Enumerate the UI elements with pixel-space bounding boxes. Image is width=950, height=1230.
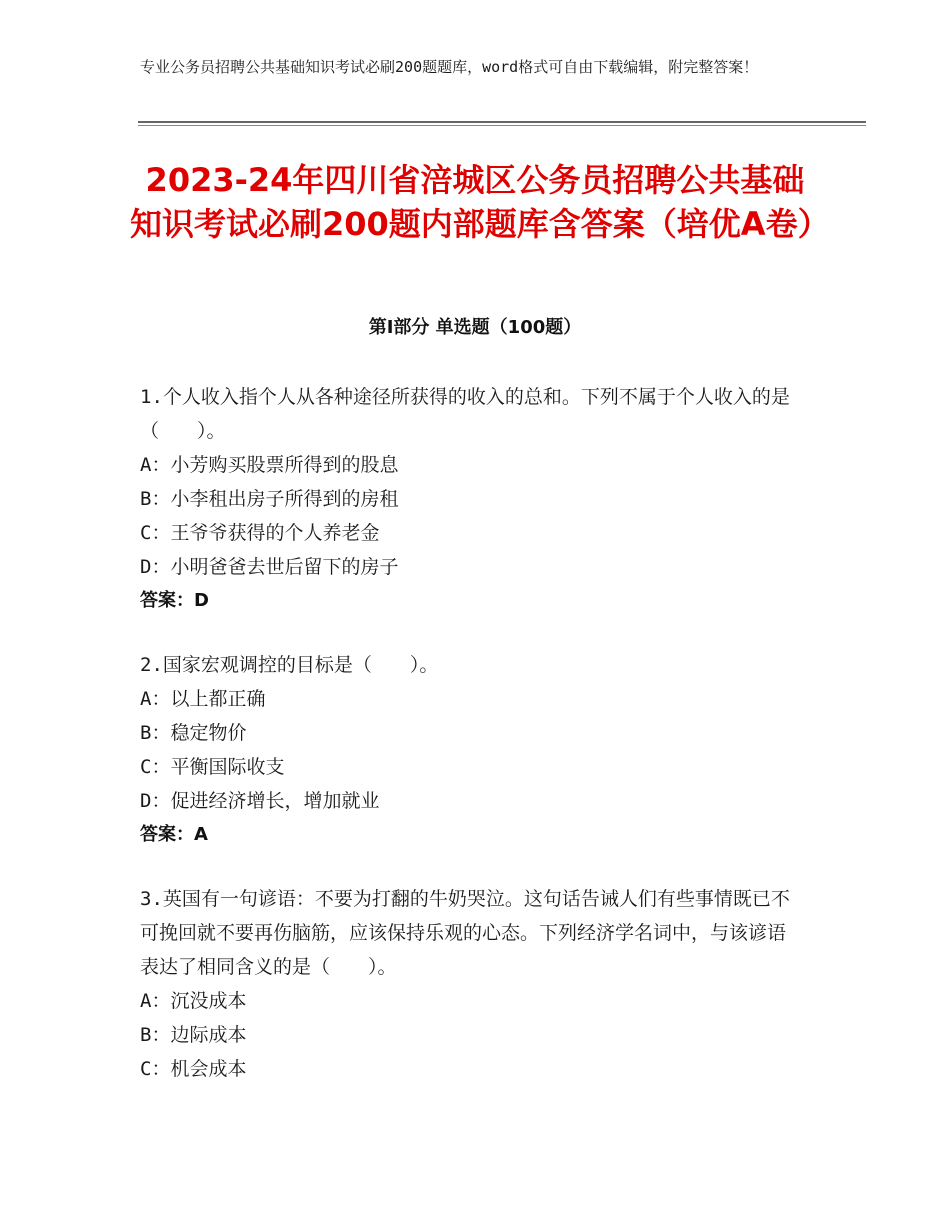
header-divider-thin: [138, 125, 866, 126]
option-a: A：以上都正确: [140, 688, 266, 710]
answer: 答案：D: [140, 590, 209, 611]
question-stem: 1.个人收入指个人从各种途径所获得的收入的总和。下列不属于个人收入的是（ ）。: [140, 386, 790, 442]
option-c: C：平衡国际收支: [140, 756, 285, 778]
document-title: 2023-24年四川省涪城区公务员招聘公共基础知识考试必刷200题内部题库含答案（培优A卷）: [130, 161, 830, 243]
option-d: D：促进经济增长，增加就业: [140, 790, 380, 812]
option-b: B：稳定物价: [140, 722, 247, 744]
answer: 答案：A: [140, 824, 208, 845]
option-c: C：机会成本: [140, 1058, 247, 1080]
option-a: A：沉没成本: [140, 990, 247, 1012]
question-list: [140, 380, 800, 1116]
option-b: B：小李租出房子所得到的房租: [140, 488, 399, 510]
question-1: [140, 380, 800, 618]
header-divider: [138, 121, 866, 123]
question-stem: 3.英国有一句谚语：不要为打翻的牛奶哭泣。这句话告诫人们有些事情既已不可挽回就不要再伤脑筋，应该保持乐观的心态。下列经济学名词中，与该谚语表达了相同含义的是（ ）。: [140, 888, 790, 978]
option-b: B：边际成本: [140, 1024, 247, 1046]
option-d: D：小明爸爸去世后留下的房子: [140, 556, 399, 578]
header-note: 专业公务员招聘公共基础知识考试必刷200题题库，word格式可自由下载编辑，附完整答案！: [140, 58, 759, 76]
question-2: [140, 648, 800, 852]
option-c: C：王爷爷获得的个人养老金: [140, 522, 380, 544]
question-stem: 2.国家宏观调控的目标是（ ）。: [140, 654, 439, 676]
question-3: [140, 882, 800, 1086]
option-a: A：小芳购买股票所得到的股息: [140, 454, 399, 476]
section-title: 第I部分 单选题（100题）: [368, 317, 582, 338]
